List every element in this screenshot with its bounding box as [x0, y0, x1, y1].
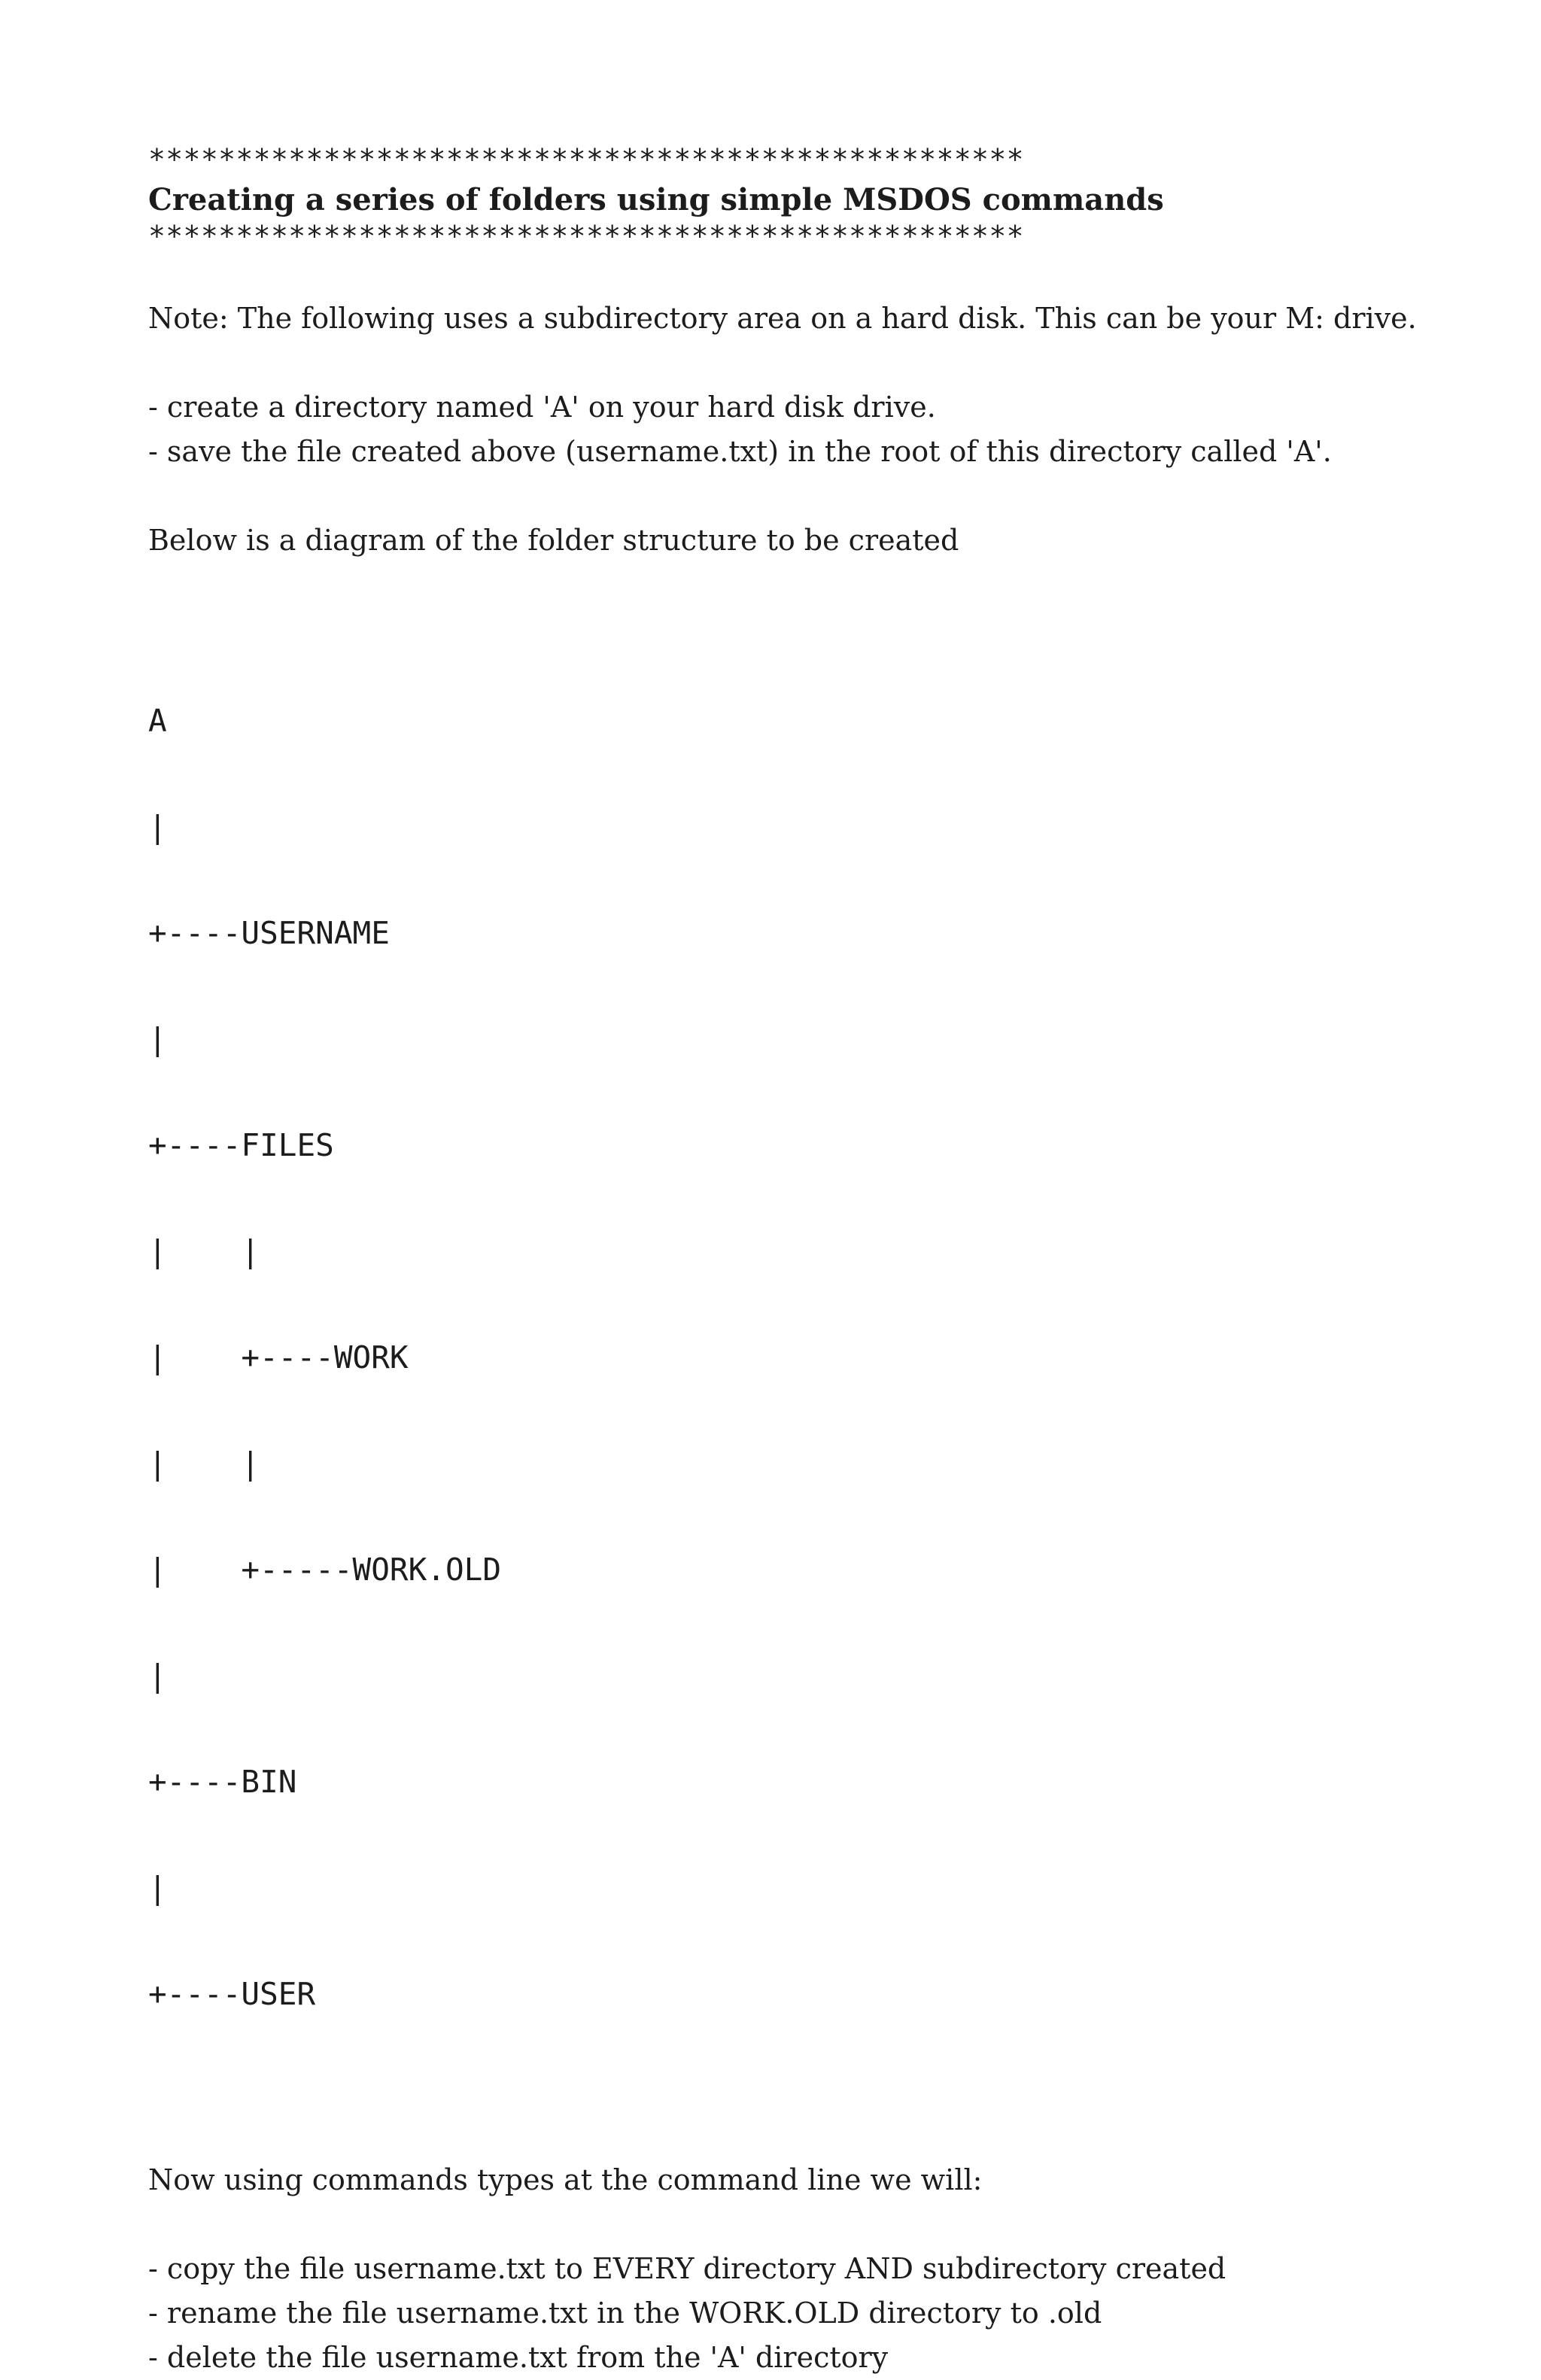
tree-line: |	[148, 1870, 167, 1906]
tree-line: A	[148, 703, 167, 739]
tree-line: | |	[148, 1233, 260, 1269]
tree-line: | +----WORK	[148, 1339, 409, 1375]
tree-line: |	[148, 1021, 167, 1057]
tree-line: |	[148, 809, 167, 845]
tree-line: +----USER	[148, 1976, 316, 2012]
command-step: - delete the file username.txt from the 'A' directory	[148, 2341, 889, 2374]
setup-steps-list	[148, 385, 1427, 474]
header-rule-top: **************************************************	[148, 143, 1024, 176]
tree-line: | |	[148, 1445, 260, 1482]
command-step: - rename the file username.txt in the WORK.OLD directory to .old	[148, 2296, 1102, 2330]
tree-line: | +-----WORK.OLD	[148, 1552, 501, 1588]
tree-line: +----FILES	[148, 1127, 334, 1163]
header-rule-bottom: **************************************************	[148, 220, 1024, 253]
setup-step: - save the file created above (username.txt) in the root of this directory called 'A'.	[148, 435, 1332, 468]
setup-step: - create a directory named 'A' on your hard disk drive.	[148, 391, 936, 424]
commands-intro: Now using commands types at the command line we will:	[148, 2163, 983, 2196]
command-steps-list	[148, 2247, 1427, 2380]
note-paragraph: Note: The following uses a subdirectory area on a hard disk. This can be your M: drive.	[148, 302, 1417, 335]
page-title: Creating a series of folders using simple MSDOS commands	[148, 182, 1164, 217]
diagram-intro: Below is a diagram of the folder structure to be created	[148, 524, 959, 557]
folder-tree-diagram	[148, 633, 1427, 2083]
document-page	[148, 143, 1427, 2380]
command-step: - copy the file username.txt to EVERY directory AND subdirectory created	[148, 2252, 1226, 2285]
tree-line: +----USERNAME	[148, 915, 390, 951]
tree-line: +----BIN	[148, 1764, 297, 1800]
tree-line: |	[148, 1658, 167, 1694]
